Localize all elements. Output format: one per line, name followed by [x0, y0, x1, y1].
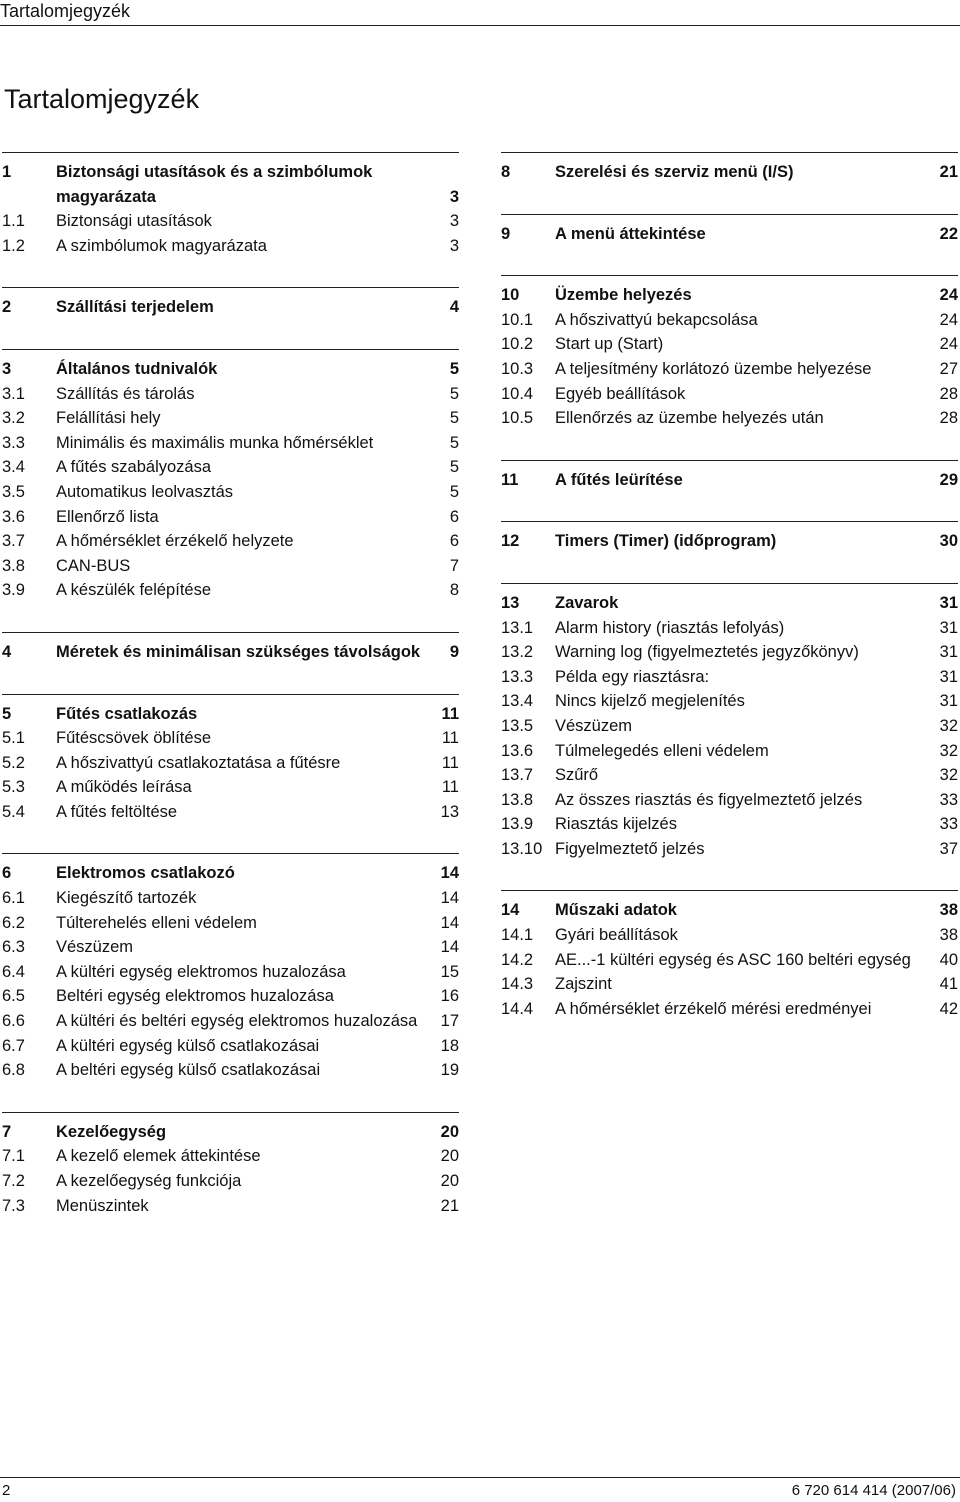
toc-section: [501, 152, 958, 185]
toc-subsection-entry[interactable]: [2, 431, 459, 456]
toc-entry-title: Start up (Start): [555, 335, 664, 354]
toc-subsection-entry[interactable]: [501, 812, 958, 837]
toc-entry-title: Általános tudnivalók: [56, 359, 218, 378]
toc-entry-page: 7: [449, 556, 459, 575]
toc-chapter-entry[interactable]: [2, 702, 459, 727]
header-rule: [0, 25, 960, 26]
toc-subsection-entry[interactable]: [2, 1144, 459, 1169]
toc-entry-title: A szimbólumok magyarázata: [56, 236, 267, 255]
toc-subsection-entry[interactable]: [2, 886, 459, 911]
toc-entry-page: 5: [449, 433, 459, 452]
toc-entry-number: 6.6: [2, 1012, 25, 1031]
toc-entry-title: Nincs kijelző megjelenítés: [555, 692, 745, 711]
toc-entry-page: 6: [449, 532, 459, 551]
toc-entry-title: A működés leírása: [56, 778, 192, 797]
toc-entry-title: Szűrő: [555, 766, 599, 785]
toc-subsection-entry[interactable]: [2, 455, 459, 480]
toc-entry-number: 5: [2, 704, 12, 723]
toc-entry-number: 13.6: [501, 741, 534, 760]
toc-entry-page: 11: [441, 704, 459, 723]
toc-entry-page: 31: [939, 593, 958, 612]
toc-entry-page: 3: [449, 187, 459, 206]
toc-entry-title: Szállítás és tárolás: [56, 384, 195, 403]
toc-chapter-entry[interactable]: [501, 160, 958, 185]
toc-entry-number: 10.5: [501, 409, 534, 428]
toc-entry-page: 41: [939, 975, 958, 994]
toc-subsection-entry[interactable]: [2, 800, 459, 825]
toc-entry-page: 11: [441, 753, 459, 772]
toc-entry-page: 5: [449, 409, 459, 428]
toc-entry-title: Üzembe helyezés: [555, 286, 692, 305]
toc-entry-number: 12: [501, 532, 520, 551]
toc-section: [501, 521, 958, 554]
toc-entry-number: 13.3: [501, 667, 534, 686]
toc-subsection-entry[interactable]: [2, 234, 459, 259]
toc-entry-title: Menüszintek: [56, 1196, 149, 1215]
toc-entry-page: 40: [939, 950, 958, 969]
toc-entry-number: 13.8: [501, 790, 534, 809]
toc-entry-number: 13.7: [501, 766, 534, 785]
toc-entry-number: 14.4: [501, 999, 534, 1018]
toc-subsection-entry[interactable]: [2, 984, 459, 1009]
toc-entry-number: 3.8: [2, 556, 25, 575]
toc-entry-page: 24: [939, 310, 958, 329]
toc-section: [2, 853, 459, 1082]
toc-subsection-entry[interactable]: [2, 960, 459, 985]
toc-entry-page: 31: [939, 618, 958, 637]
toc-entry-number: 1.1: [2, 212, 25, 231]
toc-entry-title: CAN-BUS: [56, 556, 131, 575]
toc-entry-number: 1.2: [2, 236, 25, 255]
toc-section: [2, 1112, 459, 1218]
toc-chapter-entry[interactable]: [501, 591, 958, 616]
toc-entry-number: 3.5: [2, 482, 25, 501]
toc-chapter-entry[interactable]: [501, 529, 958, 554]
toc-entry-title: Szállítási terjedelem: [56, 298, 214, 317]
toc-entry-title: A hőszivattyú csatlakoztatása a fűtésre: [56, 753, 341, 772]
toc-entry-page: 13: [440, 802, 459, 821]
toc-subsection-entry[interactable]: [2, 1194, 459, 1219]
toc-entry-title: Az összes riasztás és figyelmeztető jelzés: [555, 790, 863, 809]
toc-entry-title: Fűtéscsövek öblítése: [56, 729, 211, 748]
toc-subsection-entry[interactable]: [501, 997, 958, 1022]
toc-subsection-entry[interactable]: [2, 406, 459, 431]
toc-entry-page: 27: [939, 359, 958, 378]
toc-entry-page: 5: [449, 384, 459, 403]
toc-entry-page: 11: [441, 729, 459, 748]
toc-subsection-entry[interactable]: [501, 616, 958, 641]
toc-section: [2, 632, 459, 665]
toc-entry-number: 6.2: [2, 913, 25, 932]
toc-entry-title: Egyéb beállítások: [555, 384, 686, 403]
toc-entry-page: 14: [440, 938, 459, 957]
toc-entry-number: 14: [501, 901, 520, 920]
toc-entry-title: Biztonsági utasítások: [56, 212, 212, 231]
toc-entry-title: A fűtés szabályozása: [56, 458, 212, 477]
toc-entry-title: Szerelési és szerviz menü (I/S): [555, 163, 794, 181]
toc-entry-page: 16: [440, 987, 459, 1006]
toc-entry-page: 37: [939, 839, 958, 858]
toc-section: [2, 287, 459, 320]
toc-entry-page: 22: [939, 224, 958, 243]
toc-entry-title: Timers (Timer) (időprogram): [555, 532, 777, 551]
toc-entry-page: 20: [440, 1147, 459, 1166]
toc-entry-title: A kezelőegység funkciója: [56, 1172, 242, 1190]
toc-entry-page: 33: [939, 790, 958, 809]
toc-entry-title: A kültéri és beltéri egység elektromos huzalozása: [56, 1012, 418, 1031]
toc-entry-page: 4: [449, 298, 459, 317]
toc-entry-page: 20: [440, 1122, 459, 1141]
toc-entry-number: 13.5: [501, 716, 534, 735]
toc-subsection-entry[interactable]: [2, 554, 459, 579]
toc-chapter-entry[interactable]: [501, 283, 958, 308]
toc-subsection-entry[interactable]: [2, 578, 459, 603]
toc-chapter-entry[interactable]: [501, 898, 958, 923]
toc-entry-title: Gyári beállítások: [555, 926, 678, 945]
toc-subsection-entry[interactable]: [501, 640, 958, 665]
toc-subsection-entry[interactable]: [2, 382, 459, 407]
toc-section: [501, 460, 958, 493]
toc-subsection-entry[interactable]: [2, 529, 459, 554]
toc-entry-page: 32: [939, 741, 958, 760]
toc-entry-title: Zavarok: [555, 593, 619, 612]
toc-entry-page: 21: [440, 1196, 459, 1215]
toc-entry-number: 6.8: [2, 1061, 25, 1080]
toc-entry-number: 7: [2, 1122, 12, 1141]
toc-entry-page: 18: [440, 1036, 459, 1055]
toc-column-left: [2, 152, 459, 1247]
toc-entry-number: 4: [2, 642, 12, 661]
toc-entry-number: 5.4: [2, 802, 25, 821]
toc-chapter-entry[interactable]: [2, 357, 459, 382]
toc-subsection-entry[interactable]: [2, 1009, 459, 1034]
toc-entry-title: Kiegészítő tartozék: [56, 889, 197, 908]
toc-entry-page: 6: [449, 507, 459, 526]
toc-subsection-entry[interactable]: [2, 1169, 459, 1194]
toc-entry-number: 13.2: [501, 643, 534, 662]
toc-entry-number: 8: [501, 163, 511, 181]
toc-entry-number: 6.4: [2, 962, 25, 981]
toc-subsection-entry[interactable]: [2, 1058, 459, 1083]
toc-entry-page: 5: [449, 458, 459, 477]
toc-entry-title: A beltéri egység külső csatlakozásai: [56, 1061, 321, 1080]
toc-entry-number: 3.6: [2, 507, 25, 526]
toc-entry-number: 5.2: [2, 753, 25, 772]
toc-entry-page: 31: [939, 692, 958, 711]
toc-subsection-entry[interactable]: [2, 505, 459, 530]
toc-section: [501, 890, 958, 1021]
toc-entry-title: Ellenőrző lista: [56, 507, 159, 526]
toc-entry-title: Túlterehelés elleni védelem: [56, 913, 257, 932]
toc-entry-page: 9: [449, 642, 459, 661]
toc-entry-number: 3.1: [2, 384, 25, 403]
toc-entry-title: Vészüzem: [555, 716, 633, 735]
toc-entry-number: 11: [501, 470, 519, 489]
toc-entry-page: 29: [939, 470, 958, 489]
toc-subsection-entry[interactable]: [2, 935, 459, 960]
toc-entry-number: 2: [2, 298, 12, 317]
toc-entry-page: 28: [939, 384, 958, 403]
toc-entry-page: 31: [939, 667, 958, 686]
toc-entry-number: 13.1: [501, 618, 534, 637]
toc-entry-title: A készülék felépítése: [56, 581, 212, 600]
toc-entry-number: 7.1: [2, 1147, 25, 1166]
toc-entry-page: 24: [939, 286, 958, 305]
toc-entry-title: AE...-1 kültéri egység és ASC 160 beltéri egység: [555, 950, 911, 969]
toc-entry-page: 32: [939, 716, 958, 735]
toc-entry-page: 14: [440, 864, 459, 883]
page-title: Tartalomjegyzék: [4, 84, 200, 114]
toc-entry-title: Biztonsági utasítások és a szimbólumok magyarázata: [56, 163, 373, 206]
toc-entry-title: Automatikus leolvasztás: [56, 482, 233, 501]
toc-entry-title: Minimális és maximális munka hőmérséklet: [56, 433, 374, 452]
toc-entry-number: 10: [501, 286, 520, 305]
footer-page-number: 2: [2, 1482, 11, 1499]
toc-entry-title: Beltéri egység elektromos huzalozása: [56, 987, 334, 1006]
toc-chapter-entry[interactable]: [501, 468, 958, 493]
toc-subsection-entry[interactable]: [501, 332, 958, 357]
toc-entry-number: 5.3: [2, 778, 25, 797]
toc-entry-title: A menü áttekintése: [555, 224, 706, 243]
toc-entry-title: A hőmérséklet érzékelő helyzete: [56, 532, 294, 551]
toc-entry-page: 5: [449, 359, 459, 378]
toc-entry-page: 17: [440, 1012, 459, 1031]
toc-entry-page: 31: [939, 643, 958, 662]
toc-section: [501, 275, 958, 431]
toc-chapter-entry[interactable]: [2, 861, 459, 886]
toc-chapter-entry[interactable]: [2, 160, 459, 209]
toc-entry-page: 33: [939, 815, 958, 834]
toc-entry-number: 6.1: [2, 889, 25, 908]
toc-entry-number: 13.10: [501, 839, 543, 858]
toc-entry-number: 9: [501, 224, 511, 243]
toc-entry-title: Túlmelegedés elleni védelem: [555, 741, 769, 760]
toc-entry-number: 7.3: [2, 1196, 25, 1215]
toc-section: [2, 349, 459, 603]
toc-entry-title: Vészüzem: [56, 938, 134, 957]
toc-subsection-entry[interactable]: [501, 739, 958, 764]
toc-entry-title: Méretek és minimálisan szükséges távolságok: [56, 642, 421, 661]
toc-entry-page: 42: [939, 999, 958, 1018]
toc-entry-number: 1: [2, 163, 12, 181]
toc-entry-number: 6.5: [2, 987, 25, 1006]
toc-entry-title: A hőszivattyú bekapcsolása: [555, 310, 758, 329]
toc-entry-number: 10.1: [501, 310, 534, 329]
toc-entry-number: 13.9: [501, 815, 534, 834]
toc-entry-title: Fűtés csatlakozás: [56, 704, 198, 723]
toc-section: [2, 694, 459, 825]
toc-entry-title: Kezelőegység: [56, 1122, 167, 1141]
toc-column-right: [501, 152, 958, 1050]
toc-entry-number: 14.1: [501, 926, 534, 945]
toc-subsection-entry[interactable]: [2, 726, 459, 751]
toc-subsection-entry[interactable]: [501, 714, 958, 739]
toc-entry-title: A kezelő elemek áttekintése: [56, 1147, 261, 1166]
toc-entry-title: Warning log (figyelmeztetés jegyzőkönyv): [555, 643, 859, 662]
toc-subsection-entry[interactable]: [501, 837, 958, 862]
toc-entry-title: Zajszint: [555, 975, 612, 994]
toc-entry-page: 24: [939, 335, 958, 354]
toc-subsection-entry[interactable]: [501, 948, 958, 973]
toc-entry-title: Alarm history (riasztás lefolyás): [555, 618, 785, 637]
toc-subsection-entry[interactable]: [501, 382, 958, 407]
toc-entry-page: 15: [440, 962, 459, 981]
toc-entry-page: 38: [939, 926, 958, 945]
toc-entry-title: Figyelmeztető jelzés: [555, 839, 705, 858]
toc-chapter-entry[interactable]: [2, 640, 459, 665]
toc-entry-number: 6.7: [2, 1036, 25, 1055]
toc-subsection-entry[interactable]: [501, 357, 958, 382]
toc-entry-page: 38: [939, 901, 958, 920]
toc-entry-number: 7.2: [2, 1172, 25, 1190]
toc-entry-page: 21: [939, 163, 958, 181]
toc-entry-title: A fűtés feltöltése: [56, 802, 178, 821]
toc-chapter-entry[interactable]: [2, 295, 459, 320]
toc-section: [501, 214, 958, 247]
toc-subsection-entry[interactable]: [2, 775, 459, 800]
toc-entry-page: 30: [939, 532, 958, 551]
footer-document-id: 6 720 614 414 (2007/06): [791, 1482, 956, 1499]
toc-entry-number: 10.2: [501, 335, 534, 354]
toc-subsection-entry[interactable]: [501, 923, 958, 948]
toc-entry-title: A hőmérséklet érzékelő mérési eredményei: [555, 999, 872, 1018]
toc-entry-title: Riasztás kijelzés: [555, 815, 677, 834]
toc-entry-number: 5.1: [2, 729, 25, 748]
toc-entry-title: A teljesítmény korlátozó üzembe helyezése: [555, 359, 872, 378]
toc-entry-number: 3: [2, 359, 12, 378]
toc-entry-page: 32: [939, 766, 958, 785]
toc-subsection-entry[interactable]: [2, 1034, 459, 1059]
toc-entry-number: 6.3: [2, 938, 25, 957]
toc-entry-number: 10.3: [501, 359, 534, 378]
toc-subsection-entry[interactable]: [2, 480, 459, 505]
toc-entry-page: 14: [440, 913, 459, 932]
toc-entry-page: 14: [440, 889, 459, 908]
toc-entry-number: 13.4: [501, 692, 534, 711]
toc-section: [2, 152, 459, 258]
toc-entry-title: Ellenőrzés az üzembe helyezés után: [555, 409, 824, 428]
toc-entry-number: 3.9: [2, 581, 25, 600]
toc-entry-page: 28: [939, 409, 958, 428]
toc-entry-number: 10.4: [501, 384, 534, 403]
toc-subsection-entry[interactable]: [501, 763, 958, 788]
toc-subsection-entry[interactable]: [501, 406, 958, 431]
toc-entry-page: 8: [449, 581, 459, 600]
toc-chapter-entry[interactable]: [501, 222, 958, 247]
toc-subsection-entry[interactable]: [501, 972, 958, 997]
toc-entry-page: 3: [449, 236, 459, 255]
toc-entry-title: Példa egy riasztásra:: [555, 667, 710, 686]
toc-entry-title: A kültéri egység elektromos huzalozása: [56, 962, 346, 981]
toc-entry-title: A kültéri egység külső csatlakozásai: [56, 1036, 320, 1055]
toc-entry-title: Műszaki adatok: [555, 901, 677, 920]
toc-entry-page: 19: [440, 1061, 459, 1080]
toc-entry-title: A fűtés leürítése: [555, 470, 683, 489]
toc-subsection-entry[interactable]: [2, 209, 459, 234]
toc-entry-number: 6: [2, 864, 12, 883]
toc-subsection-entry[interactable]: [501, 689, 958, 714]
toc-entry-number: 3.3: [2, 433, 25, 452]
toc-subsection-entry[interactable]: [501, 665, 958, 690]
toc-entry-title: Elektromos csatlakozó: [56, 864, 235, 883]
toc-entry-number: 3.4: [2, 458, 25, 477]
toc-entry-page: 3: [449, 212, 459, 231]
toc-subsection-entry[interactable]: [2, 751, 459, 776]
toc-section: [501, 583, 958, 862]
toc-entry-page: 20: [440, 1172, 459, 1190]
toc-subsection-entry[interactable]: [501, 788, 958, 813]
toc-entry-page: 5: [449, 482, 459, 501]
toc-subsection-entry[interactable]: [2, 911, 459, 936]
toc-subsection-entry[interactable]: [501, 308, 958, 333]
footer-rule: [0, 1477, 960, 1478]
toc-entry-number: 14.2: [501, 950, 534, 969]
toc-entry-page: 11: [441, 778, 459, 797]
toc-chapter-entry[interactable]: [2, 1120, 459, 1145]
toc-entry-number: 3.7: [2, 532, 25, 551]
toc-entry-number: 13: [501, 593, 520, 612]
toc-entry-number: 14.3: [501, 975, 534, 994]
running-header: Tartalomjegyzék: [0, 1, 131, 21]
toc-entry-number: 3.2: [2, 409, 25, 428]
toc-entry-title: Felállítási hely: [56, 409, 161, 428]
